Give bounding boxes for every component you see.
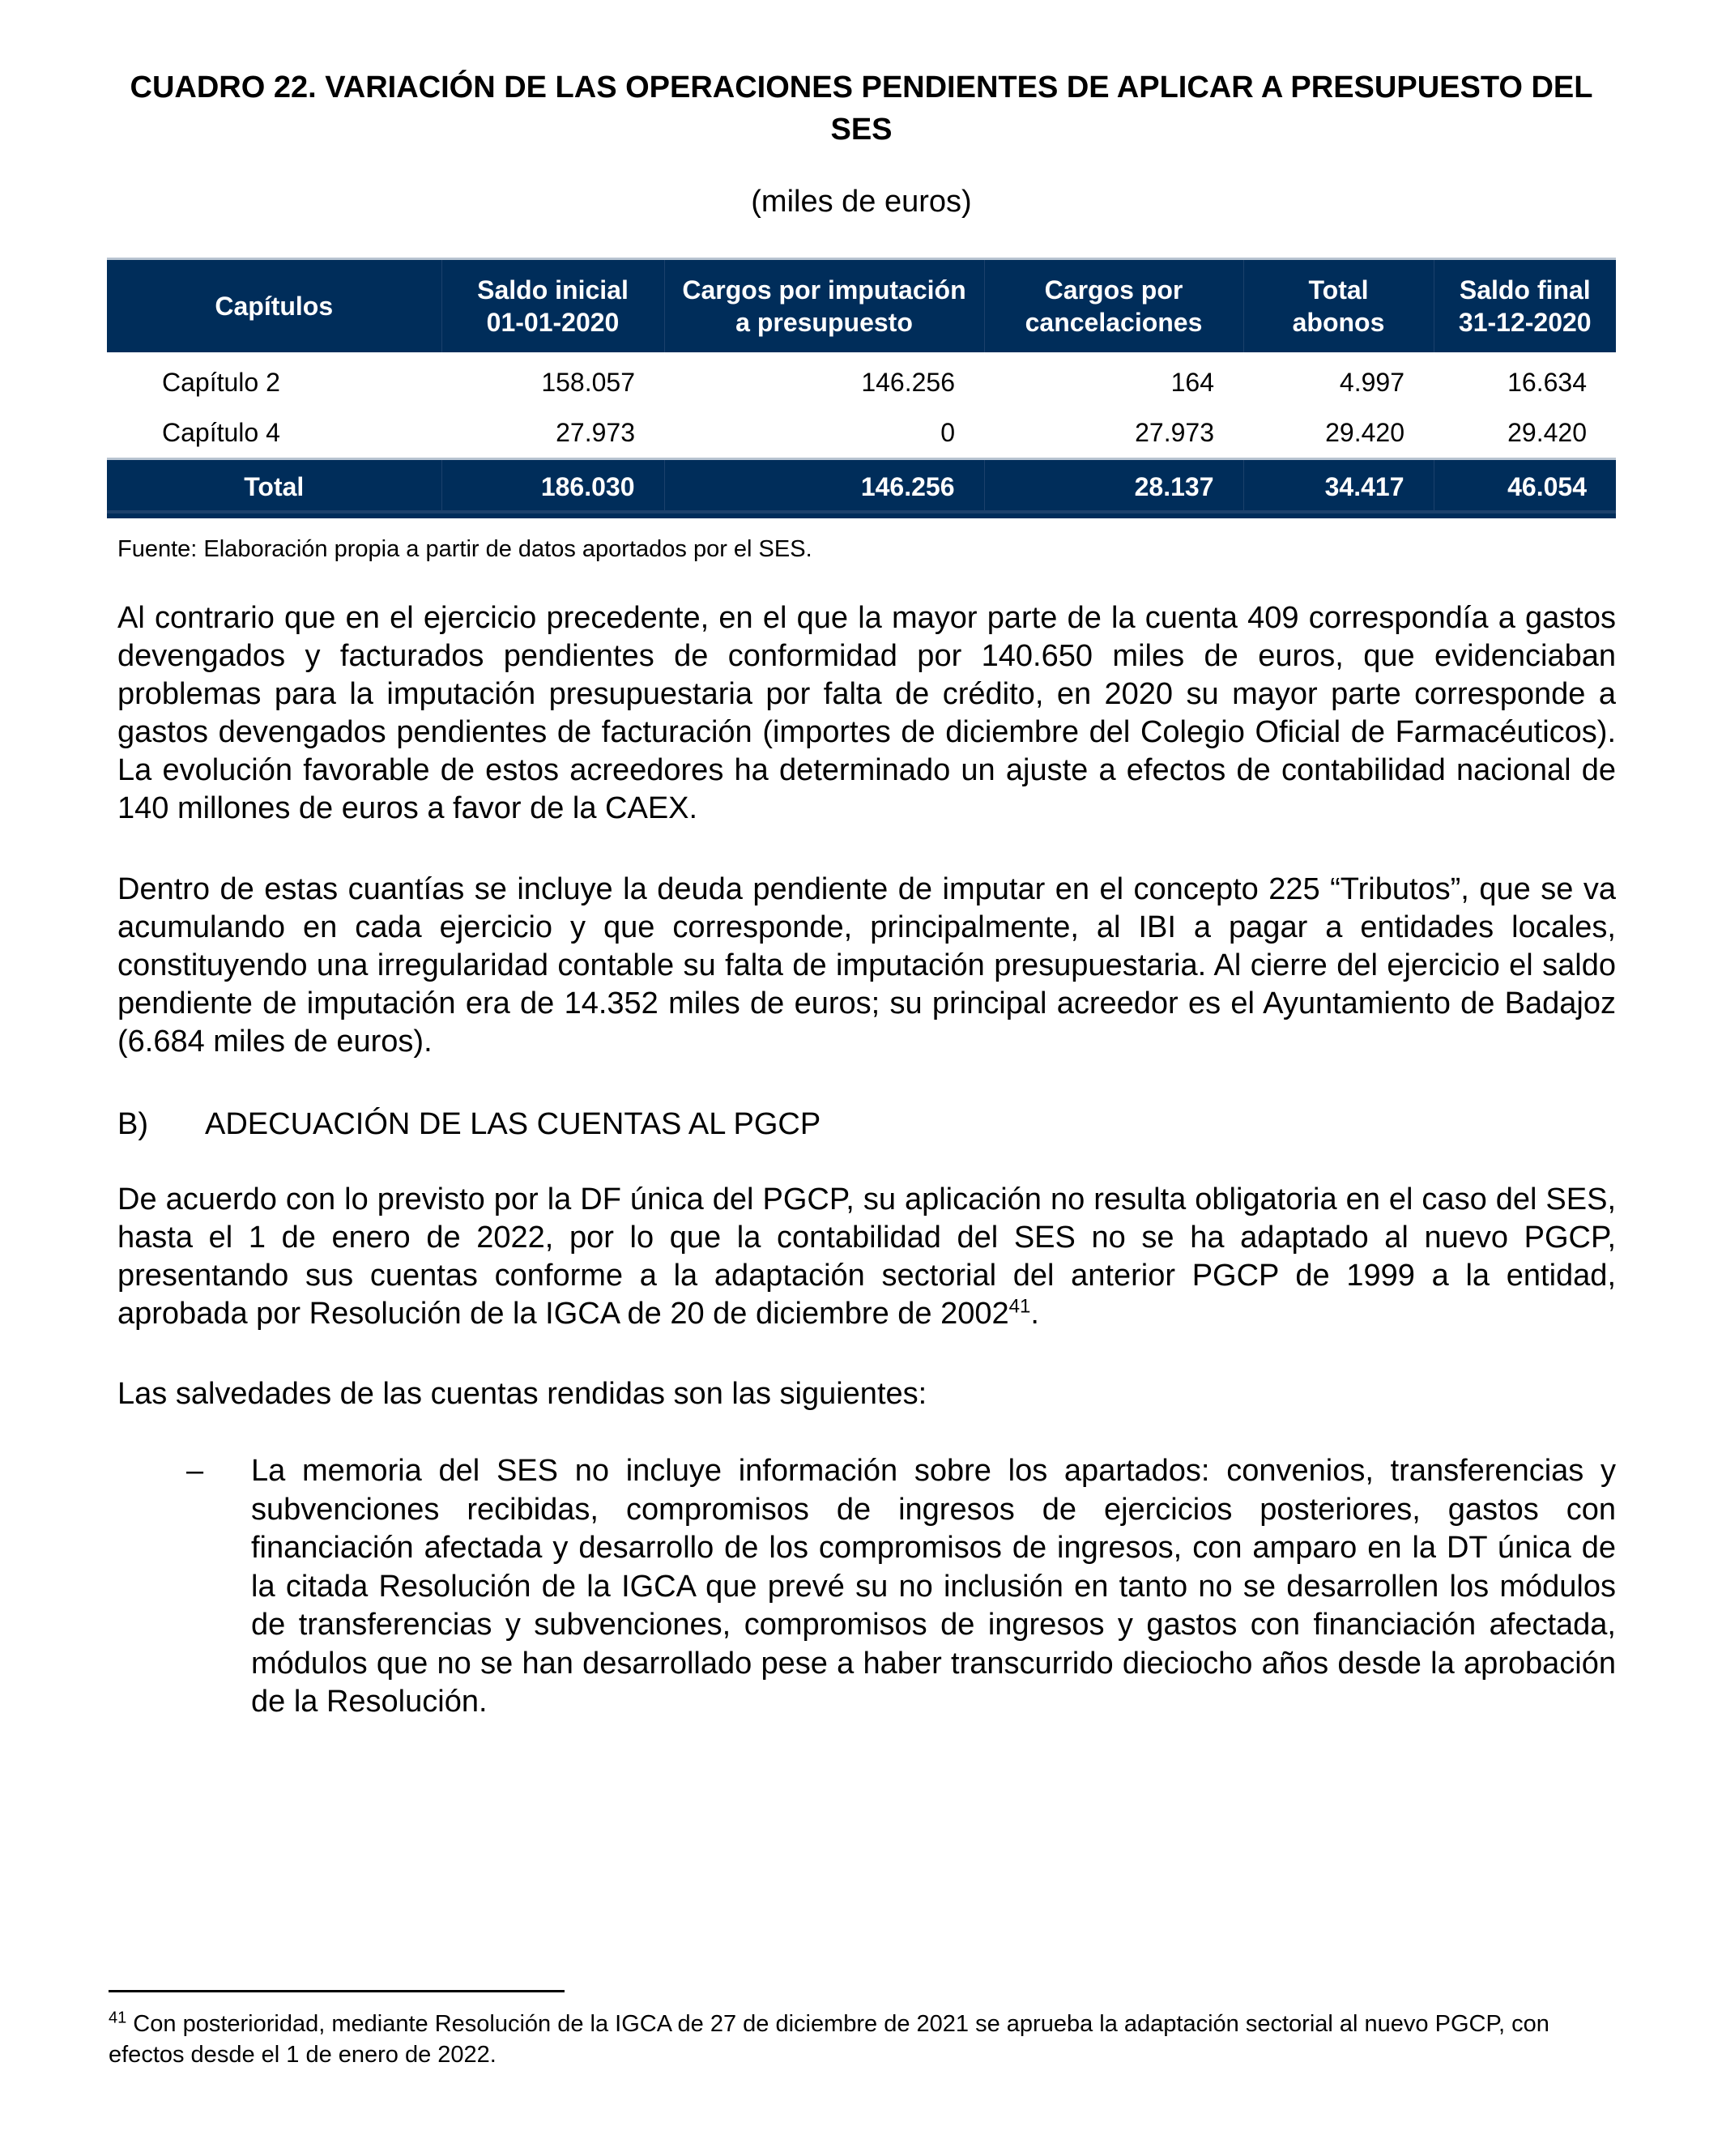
paragraph: De acuerdo con lo previsto por la DF única del PGCP, su aplicación no resulta obligatoria en el caso del SES, hasta el 1 de enero de 2022, por lo que la contabilidad del SES no se ha adaptado al nuevo PGCP, presentando sus cuentas conforme a la adaptación sectorial del anterior PGCP de 1999 a la entidad, aprobada por Resolución de la IGCA de 20 de diciembre de 2002$^{41}$. bbox=[117, 1182, 1616, 1331]
cell-total-abonos: 29.420 bbox=[1325, 418, 1404, 447]
footnote-text: Con posterioridad, mediante Resolución de la IGCA de 27 de diciembre de 2021 se aprueba la adaptación sectorial al nuevo PGCP, con efectos desde el 1 de enero de 2022. bbox=[109, 2011, 1549, 2068]
cell-total-abonos: 4.997 bbox=[1339, 368, 1404, 397]
row-label: Capítulo 4 bbox=[162, 418, 280, 447]
footnote-reference[interactable]: 41 bbox=[1008, 1295, 1031, 1318]
footnote-number: 41 bbox=[109, 2009, 127, 2027]
paragraph: Dentro de estas cuantías se incluye la deuda pendiente de imputar en el concepto 225 “Tributos”, que se va acumulando en cada ejercicio y que corresponde, principalmente, al IBI a pagar a entidades locales, constituyendo una irregularidad contable su falta de imputación presupuestaria. Al cierre del ejercicio el saldo pendiente de imputación era de 14.352 miles de euros; su principal acreedor es el Ayuntamiento de Badajoz (6.684 miles de euros). bbox=[117, 872, 1616, 1059]
table-source-note: Fuente: Elaboración propia a partir de datos aportados por el SES. bbox=[117, 536, 812, 562]
cell-cargos-imputacion: 0 bbox=[940, 418, 955, 447]
paragraph: Las salvedades de las cuentas rendidas son las siguientes: bbox=[117, 1377, 927, 1411]
operations-table bbox=[107, 258, 1616, 518]
total-saldo-final: 46.054 bbox=[1434, 459, 1616, 517]
table-units: (miles de euros) bbox=[751, 185, 972, 219]
paragraph: Al contrario que en el ejercicio precedente, en el que la mayor parte de la cuenta 409 correspondía a gastos devengados y facturados pendientes de conformidad por 140.650 miles de euros, que evidenciaban problemas para la imputación presupuestaria por falta de crédito, en 2020 su mayor parte corresponde a gastos devengados pendientes de facturación (importes de diciembre del Colegio Oficial de Farmacéuticos). La evolución favorable de estos acreedores ha determinado un ajuste a efectos de contabilidad nacional de 140 millones de euros a favor de la CAEX. bbox=[117, 601, 1616, 825]
table-title: CUADRO 22. VARIACIÓN DE LAS OPERACIONES PENDIENTES DE APLICAR A PRESUPUESTO DEL SES bbox=[130, 70, 1593, 147]
table-row bbox=[107, 407, 1616, 459]
total-cargos-cancelaciones: 28.137 bbox=[984, 459, 1243, 517]
header-saldo-final: Saldo final 31-12-2020 bbox=[1434, 259, 1616, 353]
section-title: ADECUACIÓN DE LAS CUENTAS AL PGCP bbox=[205, 1107, 821, 1141]
section-letter: B) bbox=[117, 1107, 148, 1141]
cell-cargos-imputacion: 146.256 bbox=[861, 368, 955, 397]
footnote bbox=[109, 2009, 1615, 2070]
row-label: Capítulo 2 bbox=[162, 368, 280, 397]
cell-saldo-final: 29.420 bbox=[1507, 418, 1587, 447]
list-item-text: La memoria del SES no incluye información sobre los apartados: convenios, transferencias y subvenciones recibidas, compromisos de ingresos de ejercicios posteriores, gastos con financiación afectada y desarrollo de los compromisos de ingresos, con amparo en la DT única de la citada Resolución de la IGCA que prevé su no inclusión en tanto no se desarrollen los módulos de transferencias y subvenciones, compromisos de ingresos y gastos con financiación afectada, módulos que no se han desarrollado pese a haber transcurrido dieciocho años desde la aprobación de la Resolución. bbox=[251, 1454, 1616, 1719]
header-saldo-inicial: Saldo inicial 01-01-2020 bbox=[441, 259, 664, 353]
cell-saldo-inicial: 158.057 bbox=[541, 368, 635, 397]
total-cargos-imputacion: 146.256 bbox=[664, 459, 984, 517]
header-cargos-cancelaciones: Cargos por cancelaciones bbox=[984, 259, 1243, 353]
cell-cargos-cancelaciones: 27.973 bbox=[1135, 418, 1214, 447]
cell-saldo-final: 16.634 bbox=[1507, 368, 1587, 397]
table-total-row bbox=[107, 459, 1616, 517]
table-row bbox=[107, 352, 1616, 407]
footnote-separator bbox=[109, 1990, 565, 1992]
dash-bullet-icon: – bbox=[186, 1454, 204, 1488]
list-item bbox=[117, 1452, 1616, 1722]
cell-saldo-inicial: 27.973 bbox=[556, 418, 635, 447]
header-capitulos: Capítulos bbox=[107, 259, 441, 353]
header-cargos-imputacion: Cargos por imputación a presupuesto bbox=[664, 259, 984, 353]
total-total-abonos: 34.417 bbox=[1243, 459, 1434, 517]
section-heading bbox=[117, 1106, 821, 1144]
table-header-row bbox=[107, 259, 1616, 353]
total-label: Total bbox=[107, 459, 441, 517]
header-total-abonos: Total abonos bbox=[1243, 259, 1434, 353]
cell-cargos-cancelaciones: 164 bbox=[1170, 368, 1214, 397]
total-saldo-inicial: 186.030 bbox=[441, 459, 664, 517]
